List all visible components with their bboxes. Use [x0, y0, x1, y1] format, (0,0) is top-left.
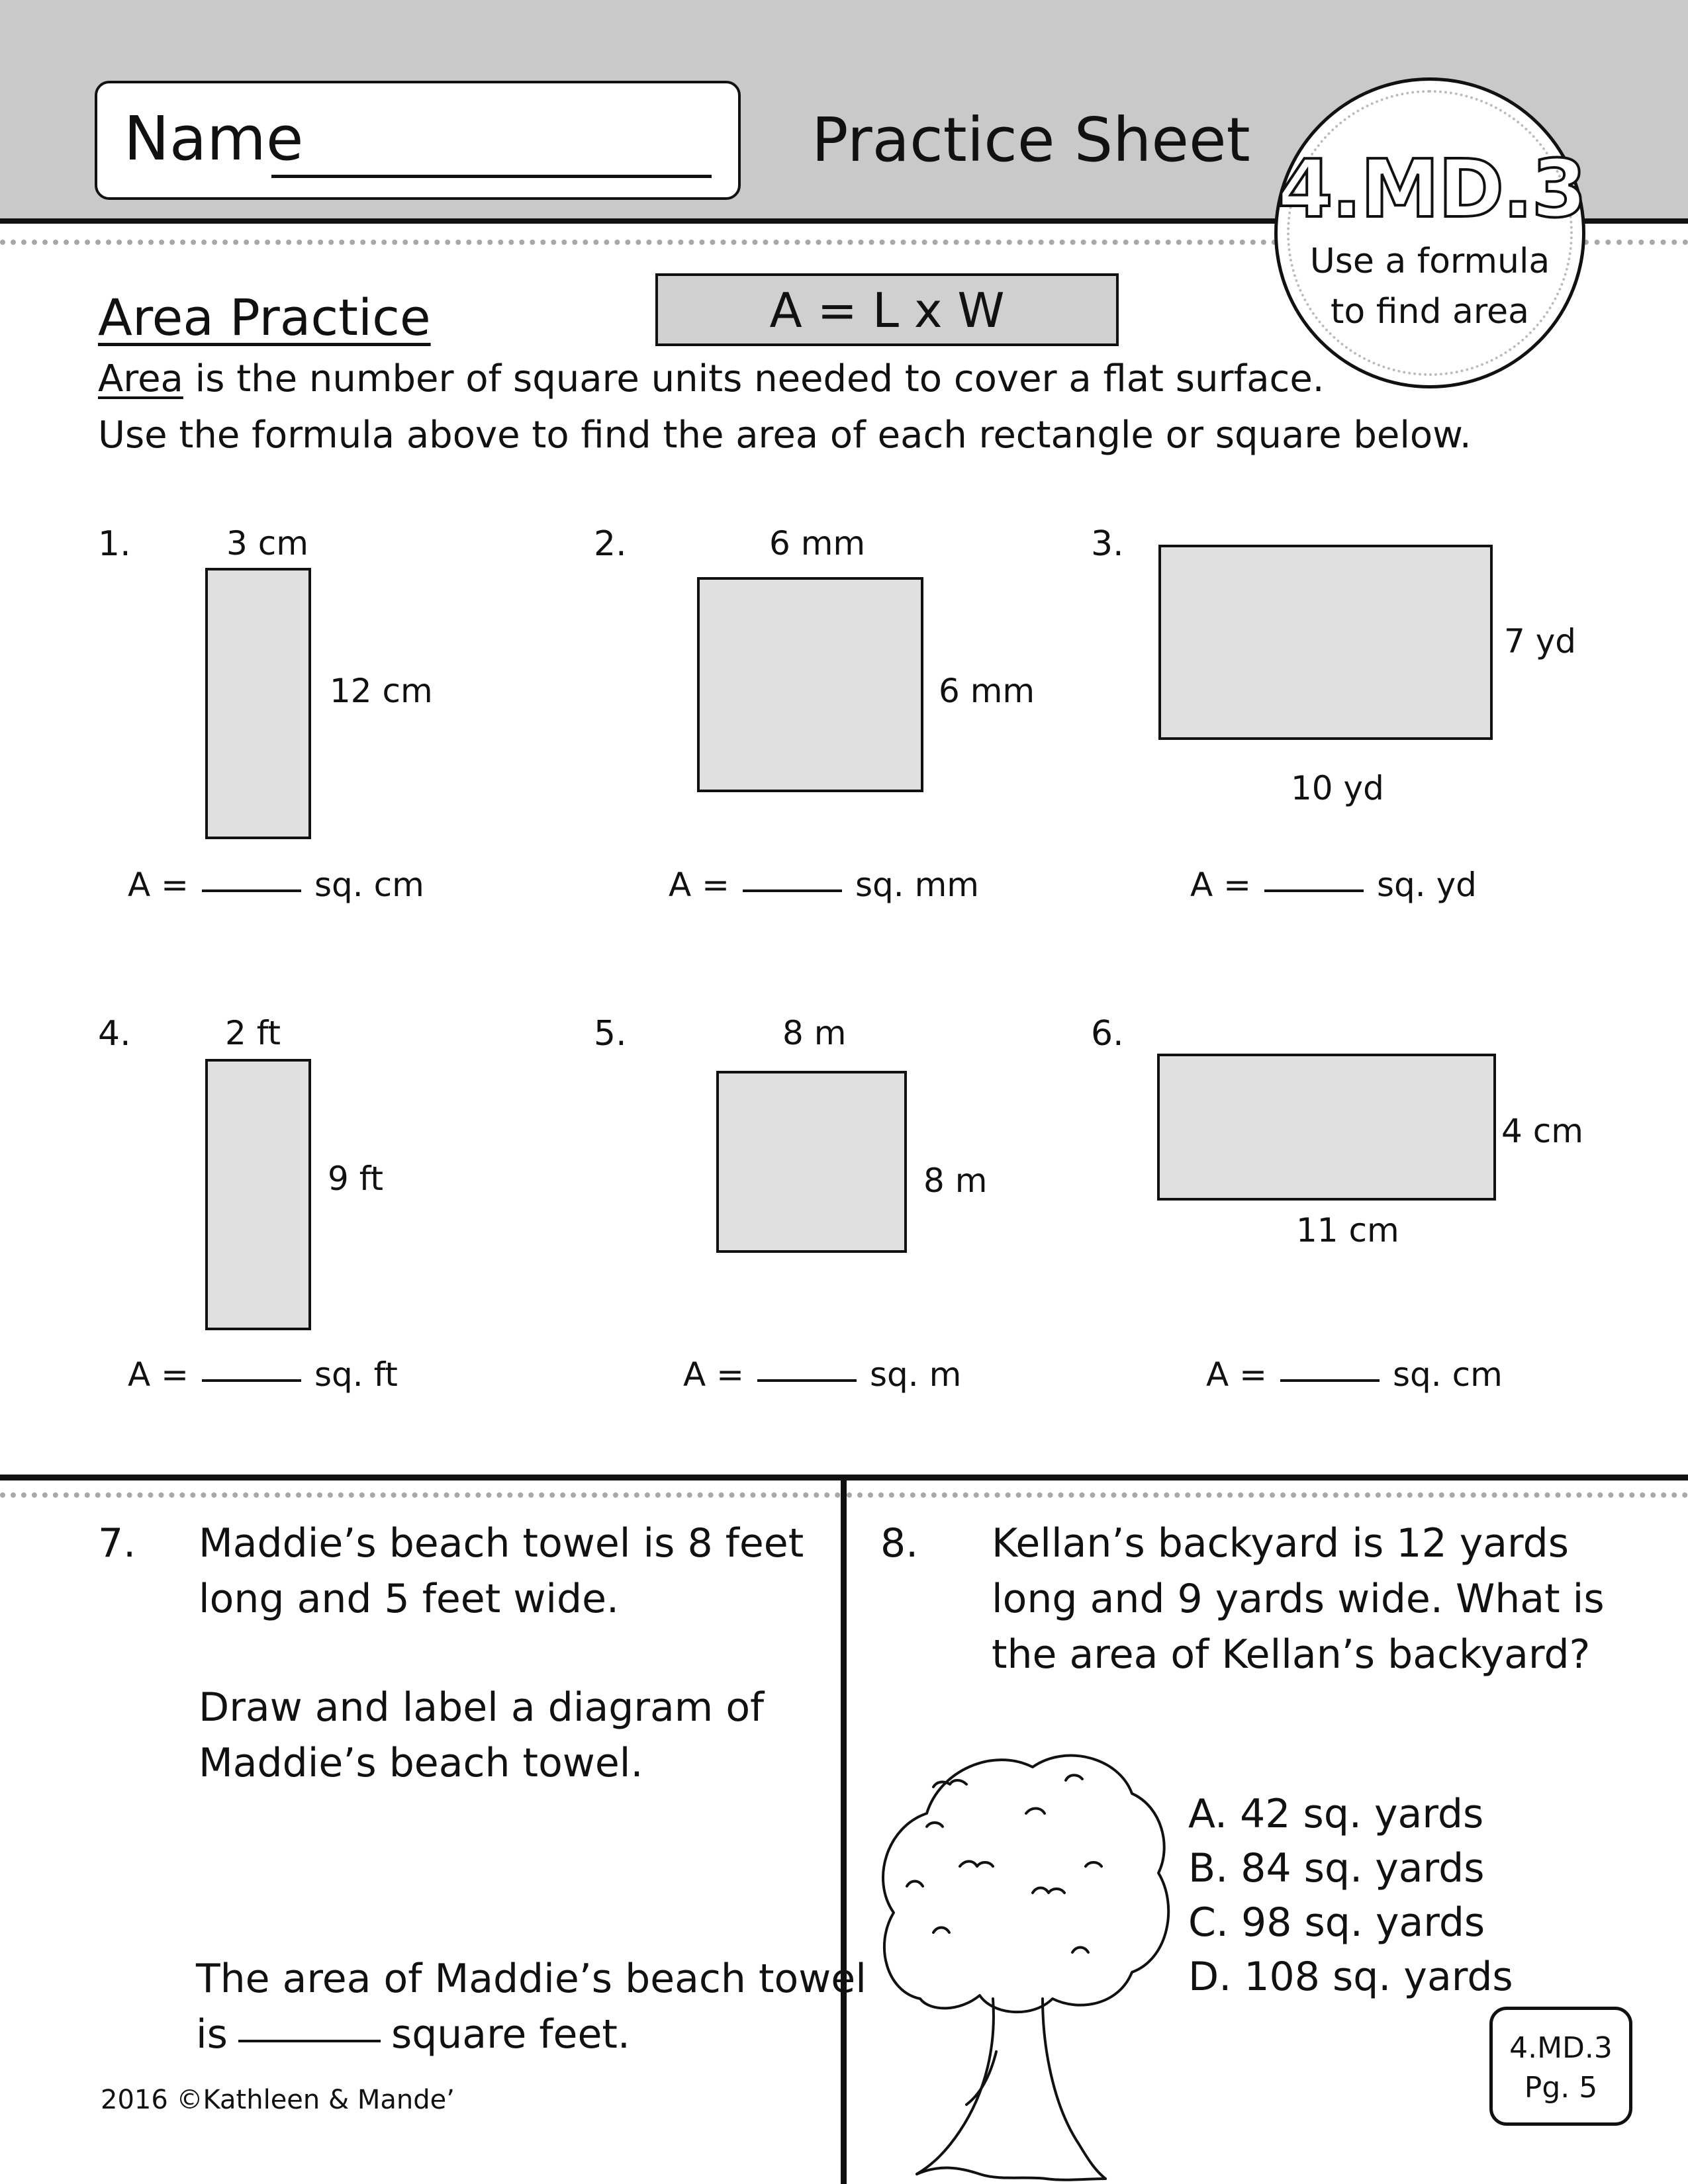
answer-prefix: A =: [128, 866, 189, 904]
tree-illustration: [867, 1734, 1178, 2184]
dotted-divider: [1583, 240, 1688, 245]
length-label: 3 cm: [226, 524, 308, 563]
section-title: Area Practice: [98, 288, 431, 347]
answer-unit: sq. cm: [1393, 1355, 1503, 1394]
answer-prefix: A =: [1206, 1355, 1267, 1394]
rectangle-shape: [205, 1059, 311, 1330]
answer-line: [128, 866, 424, 904]
width-label: 12 cm: [330, 672, 433, 710]
page-code: 4.MD.3: [1509, 2031, 1613, 2065]
answer-line: [1206, 1355, 1503, 1394]
width-label: 9 ft: [328, 1160, 384, 1198]
answer-line: [669, 866, 979, 904]
problem-number: 6.: [1091, 1014, 1124, 1054]
standard-desc-line: to find area: [1331, 292, 1529, 332]
problem-number: 5.: [594, 1014, 627, 1054]
text-line: Kellan’s backyard is 12 yards: [992, 1520, 1569, 1567]
page-label-box: [1489, 2007, 1632, 2126]
square-shape: [716, 1071, 907, 1253]
length-label: 8 m: [782, 1014, 847, 1052]
rectangle-shape: [1158, 545, 1493, 740]
word-problem-instructions: [199, 1680, 764, 1791]
answer-line: [683, 1355, 961, 1394]
problem-number: 4.: [98, 1014, 131, 1054]
name-field[interactable]: [95, 81, 741, 200]
answer-prefix: A =: [669, 866, 729, 904]
text-line: Draw and label a diagram of: [199, 1684, 765, 1731]
length-label: 10 yd: [1291, 769, 1384, 807]
dotted-divider: [847, 1492, 1688, 1498]
page-number: Pg. 5: [1524, 2071, 1598, 2105]
dotted-divider: [0, 240, 1278, 245]
answer-blank[interactable]: [202, 889, 301, 892]
choice-b[interactable]: B. 84 sq. yards: [1188, 1845, 1485, 1891]
answer-blank[interactable]: [1264, 889, 1364, 892]
width-label: 4 cm: [1501, 1112, 1583, 1150]
rectangle-shape: [205, 568, 311, 839]
name-label: Name: [124, 103, 304, 174]
problem-number: 7.: [98, 1520, 136, 1567]
length-label: 11 cm: [1296, 1211, 1399, 1250]
page-title: Practice Sheet: [812, 105, 1250, 175]
area-term: Area: [98, 357, 183, 400]
answer-prefix: A =: [128, 1355, 189, 1394]
formula-box: A = L x W: [655, 273, 1119, 346]
answer-line: [128, 1355, 398, 1394]
width-label: 8 m: [923, 1161, 988, 1200]
length-label: 6 mm: [769, 524, 866, 563]
column-divider: [841, 1475, 847, 2184]
choice-c[interactable]: C. 98 sq. yards: [1188, 1899, 1485, 1946]
problem-number: 2.: [594, 524, 627, 564]
text-line: The area of Maddie’s beach towel: [196, 1956, 867, 2002]
text-line: long and 9 yards wide. What is: [992, 1576, 1605, 1622]
word-problem-answer: [196, 1951, 867, 2062]
word-problem-text: [992, 1516, 1605, 1682]
answer-unit: sq. ft: [314, 1355, 398, 1394]
text-line: long and 5 feet wide.: [199, 1576, 620, 1622]
standard-code: 4.MD.3: [1278, 144, 1586, 236]
diagram-drawing-area[interactable]: [199, 1787, 808, 1959]
word-problem-text: [199, 1516, 804, 1627]
length-label: 2 ft: [225, 1014, 281, 1052]
text-line: Maddie’s beach towel.: [199, 1740, 643, 1786]
intro-line: Use the formula above to find the area of each rectangle or square below.: [98, 414, 1472, 457]
answer-line: [1190, 866, 1477, 904]
choice-list: [1188, 1787, 1513, 2004]
text-line: Maddie’s beach towel is 8 feet: [199, 1520, 804, 1567]
copyright-text: 2016 ©Kathleen & Mande’: [101, 2085, 455, 2115]
square-shape: [697, 577, 923, 792]
text-line: [196, 2007, 867, 2062]
text-line: the area of Kellan’s backyard?: [992, 1631, 1591, 1678]
standard-desc-line: Use a formula: [1309, 242, 1550, 281]
standard-badge: [1274, 77, 1585, 388]
answer-prefix: A =: [683, 1355, 744, 1394]
rectangle-shape: [1157, 1054, 1496, 1201]
standard-description: [1304, 236, 1556, 337]
choice-a[interactable]: A. 42 sq. yards: [1188, 1791, 1484, 1837]
answer-blank[interactable]: [743, 889, 842, 892]
dotted-divider: [0, 1492, 841, 1498]
intro-line: [98, 357, 1325, 400]
problem-number: 3.: [1091, 524, 1124, 564]
answer-prefix: is: [196, 2011, 228, 2058]
width-label: 7 yd: [1504, 622, 1577, 660]
answer-blank[interactable]: [1280, 1379, 1380, 1382]
name-write-line[interactable]: [271, 175, 712, 178]
answer-blank[interactable]: [202, 1379, 301, 1382]
answer-unit: sq. yd: [1377, 866, 1477, 904]
width-label: 6 mm: [939, 672, 1035, 710]
answer-blank[interactable]: [757, 1379, 857, 1382]
intro-text: is the number of square units needed to cover a flat surface.: [183, 357, 1325, 400]
answer-unit: sq. cm: [314, 866, 424, 904]
answer-suffix: square feet.: [391, 2011, 630, 2058]
problem-number: 1.: [98, 524, 131, 564]
choice-d[interactable]: D. 108 sq. yards: [1188, 1954, 1513, 2000]
answer-prefix: A =: [1190, 866, 1251, 904]
answer-unit: sq. m: [870, 1355, 962, 1394]
answer-unit: sq. mm: [855, 866, 979, 904]
problem-number: 8.: [880, 1520, 919, 1567]
answer-blank[interactable]: [238, 2040, 381, 2042]
